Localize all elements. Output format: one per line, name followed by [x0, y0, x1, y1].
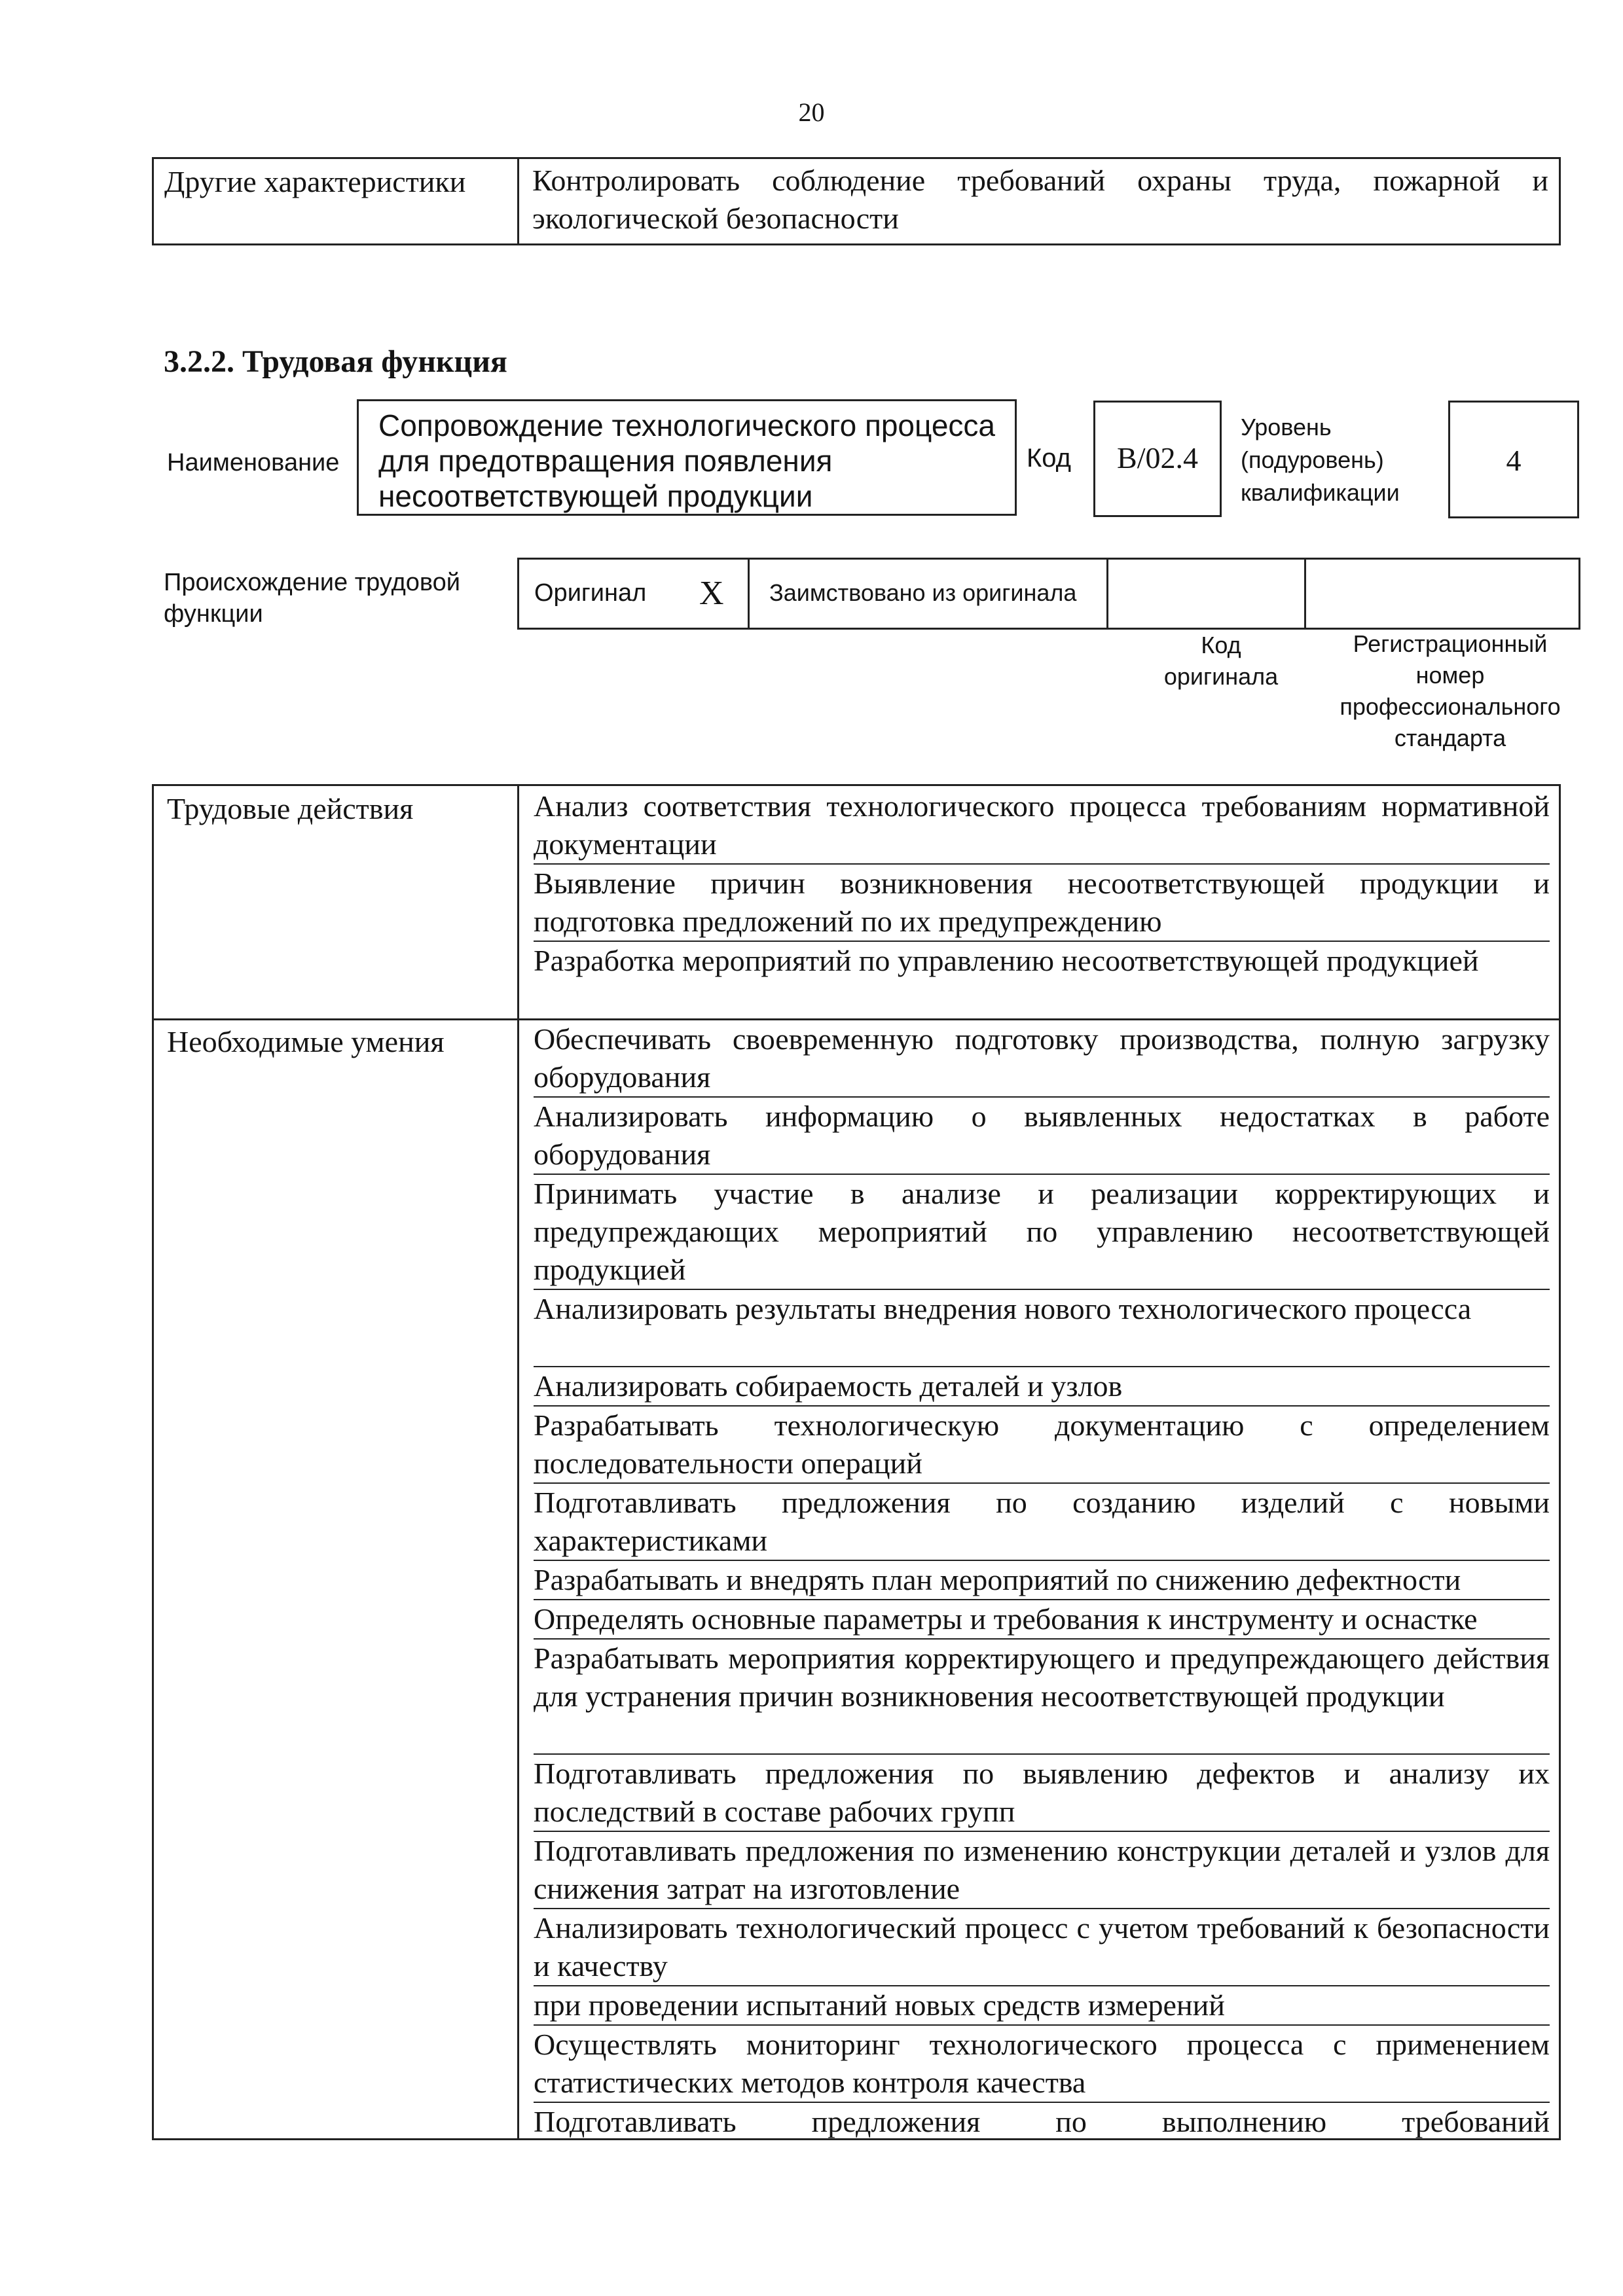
skill-item: Обеспечивать своевременную подготовку производства, полную загрузку оборудования: [534, 1020, 1550, 1098]
original-mark: X: [699, 575, 724, 612]
caption-line: профессионального: [1340, 693, 1561, 720]
labor-action-item: Разработка мероприятий по управлению несоответствующей продукцией: [534, 944, 1479, 977]
skill-item: Подготавливать предложения по выявлению дефектов и анализу их последствий в составе рабочих групп: [534, 1755, 1550, 1832]
name-label: Наименование: [167, 449, 340, 476]
skill-item: Принимать участие в анализе и реализации корректирующих и предупреждающих мероприятий по управлению несоответствующей продукцией: [534, 1175, 1550, 1290]
column-divider: [517, 159, 519, 243]
skill-item: при проведении испытаний новых средств измерений: [534, 1986, 1550, 2026]
skill-item: Осуществлять мониторинг технологического процесса с применением статистических методов контроля качества: [534, 2026, 1550, 2103]
skill-item: Подготавливать предложения по выполнению требований: [534, 2105, 1550, 2138]
skill-item: Определять основные параметры и требования к инструменту и оснастке: [534, 1600, 1550, 1640]
registration-number-caption: [1309, 628, 1591, 754]
skill-item: Разрабатывать технологическую документацию с определением последовательности операций: [534, 1407, 1550, 1484]
skill-item: Подготавливать предложения по созданию изделий с новыми характеристиками: [534, 1484, 1550, 1561]
skill-item: Анализировать результаты внедрения нового технологического процесса: [534, 1290, 1550, 1367]
origin-divider: [1106, 560, 1108, 628]
origin-label: [164, 567, 460, 630]
original-code-caption: [1113, 630, 1329, 692]
other-characteristics-value: Контролировать соблюдение требований охраны труда, пожарной и экологической безопасности: [532, 164, 1548, 235]
origin-border-right: [1578, 560, 1580, 628]
origin-border-left: [517, 560, 519, 628]
origin-label-line-2: функции: [164, 600, 263, 628]
qualification-level-label: [1241, 411, 1400, 509]
origin-divider: [748, 560, 750, 628]
skills-label: Необходимые умения: [167, 1025, 445, 1058]
origin-table: [517, 558, 1580, 630]
skill-item: Подготавливать предложения по изменению конструкции деталей и узлов для снижения затрат на изготовление: [534, 1832, 1550, 1909]
function-details-table: [152, 784, 1561, 2140]
caption-line: Регистрационный: [1353, 630, 1548, 657]
caption-line: Код: [1201, 632, 1241, 658]
column-divider: [517, 786, 519, 2138]
section-title: 3.2.2. Трудовая функция: [164, 344, 507, 379]
other-characteristics-table: [152, 157, 1561, 245]
skill-item: Анализировать информацию о выявленных недостатках в работе оборудования: [534, 1098, 1550, 1175]
labor-action-item: Выявление причин возникновения несоответствующей продукции и подготовка предложений по их предупреждению: [534, 865, 1550, 942]
labor-action-item: Анализ соответствия технологического процесса требованиям нормативной документации: [534, 787, 1550, 865]
borrowed-option: Заимствовано из оригинала: [769, 579, 1077, 606]
page-number: 20: [798, 98, 825, 127]
skill-item: Анализировать собираемость деталей и узлов: [534, 1367, 1550, 1407]
skill-item: Разрабатывать мероприятия корректирующего и предупреждающего действия для устранения причин возникновения несоответствующей продукции: [534, 1640, 1550, 1755]
code-label: Код: [1027, 444, 1072, 473]
origin-divider: [1304, 560, 1306, 628]
caption-line: стандарта: [1394, 725, 1506, 751]
caption-line: оригинала: [1163, 663, 1279, 690]
labor-actions-label: Трудовые действия: [167, 792, 414, 825]
original-option: Оригинал: [534, 579, 647, 607]
code-box: B/02.4: [1093, 401, 1222, 517]
level-label-line-2: (подуровень): [1241, 446, 1384, 473]
caption-line: номер: [1415, 662, 1485, 689]
level-label-line-3: квалификации: [1241, 479, 1400, 506]
other-characteristics-label: Другие характеристики: [164, 165, 466, 198]
skill-item: Разрабатывать и внедрять план мероприятий по снижению дефектности: [534, 1561, 1550, 1600]
level-label-line-1: Уровень: [1241, 414, 1332, 440]
origin-label-line-1: Происхождение трудовой: [164, 569, 460, 596]
skill-item: Анализировать технологический процесс с учетом требований к безопасности и качеству: [534, 1909, 1550, 1986]
function-name-box: Сопровождение технологического процесса для предотвращения появления несоответствующей продукции: [357, 399, 1017, 516]
qualification-level-box: 4: [1448, 401, 1579, 518]
